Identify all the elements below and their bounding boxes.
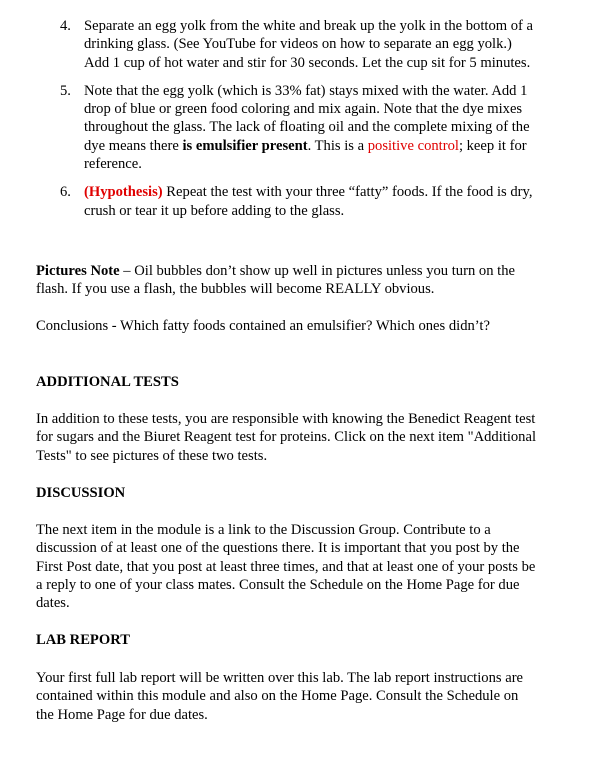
step-number: 4. <box>60 18 71 34</box>
additional-tests-paragraph: In addition to these tests, you are responsible with knowing the Benedict Reagent test for sugars and the Biuret Reagent test for proteins. Click on the next item "Additional Tests" to see pictures of these two tests. <box>36 411 537 464</box>
pictures-note <box>36 262 536 299</box>
step-text: Repeat the test with your three “fatty” foods. If the food is dry, crush or tear it up before adding to the glass. <box>84 184 533 219</box>
lab-report-paragraph: Your first full lab report will be written over this lab. The lab report instructions are contained within this module and also on the Home Page. Consult the Schedule on the Home Page for due dates. <box>36 670 524 723</box>
step-text: ; keep it for reference. <box>84 137 527 173</box>
step-number: 5. <box>60 82 71 99</box>
pictures-note-label: Pictures Note <box>36 263 120 279</box>
conclusions-paragraph: Conclusions - Which fatty foods contained an emulsifier? Which ones didn’t? <box>36 318 490 334</box>
discussion-paragraph: The next item in the module is a link to the Discussion Group. Contribute to a discussion of at least one of the questions there. It is important that you post by the First Post date, that you post at least three times, and that at least one of your posts be a reply to one of your class mates. Consult the Schedule on the Home Page for due dates. <box>36 522 536 612</box>
step-text: Separate an egg yolk from the white and break up the yolk in the bottom of a drinking glass. (See YouTube for videos on how to separate an egg yolk.) Add 1 cup of hot water and stir for 30 seconds. Let the cup sit for 5 minutes. <box>84 18 534 71</box>
procedure-steps <box>36 17 536 230</box>
step-6 <box>36 183 536 220</box>
discussion-heading: DISCUSSION <box>36 485 126 501</box>
pictures-note-text: – Oil bubbles don’t show up well in pictures unless you turn on the flash. If you use a flash, the bubbles will become REALLY obvious. <box>36 263 515 298</box>
additional-tests-heading: ADDITIONAL TESTS <box>36 374 179 390</box>
step-text: Note that the egg yolk (which is 33% fat) stays mixed with the water. Add 1 drop of blue or green food coloring and mix again. Note that the dye mixes throughout the glass. The lack of floating oil and the complete mixing of the dye means there <box>84 82 530 154</box>
emulsifier-present-text: is emulsifier present <box>182 137 308 154</box>
step-5 <box>36 82 536 173</box>
step-text: . This is a <box>307 137 368 154</box>
lab-report-heading: LAB REPORT <box>36 632 130 648</box>
positive-control-text: positive control <box>367 137 459 154</box>
hypothesis-label: (Hypothesis) <box>84 184 163 201</box>
step-4 <box>36 17 536 72</box>
step-number: 6. <box>60 184 71 201</box>
